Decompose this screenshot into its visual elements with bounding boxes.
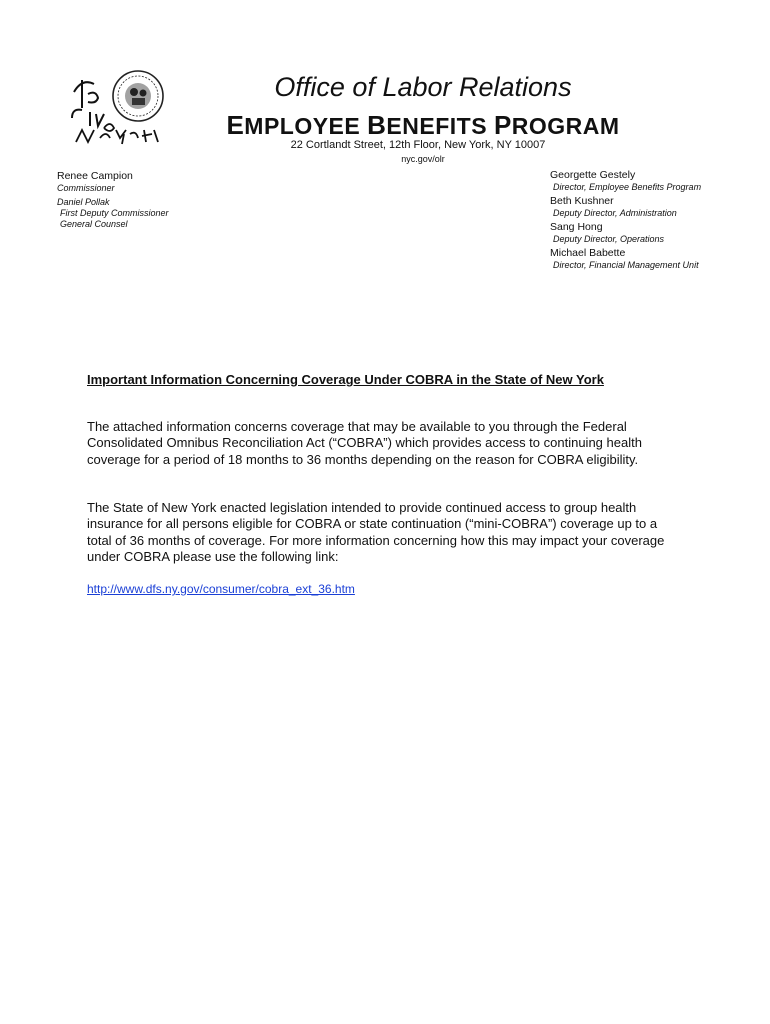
staff-role: General Counsel (60, 219, 128, 229)
cobra-extension-link[interactable]: http://www.dfs.ny.gov/consumer/cobra_ext_36.htm (87, 582, 355, 596)
program-title-rest-2: ENEFITS (386, 113, 494, 139)
program-title (0, 110, 770, 141)
staff-role: Deputy Director, Administration (553, 208, 677, 218)
staff-name: Renee Campion (57, 170, 133, 182)
staff-role: Director, Employee Benefits Program (553, 182, 702, 192)
paragraph-cobra-intro: The attached information concerns coverage that may be available to you through the Federal Consolidated Omnibus Reconciliation Act (“COBRA”) which provides access to continuing health coverage for a period of 18 months to 36 months depending on the reason for COBRA eligibility. (87, 419, 642, 467)
paragraph-mini-cobra: The State of New York enacted legislation intended to provide continued access to group health insurance for all persons eligible for COBRA or state continuation (“mini-COBRA”) coverage up to a total of 36 months of coverage. For more information concerning how this may impact your coverage under COBRA please use the following link: (87, 500, 665, 565)
program-title-initial-1: E (226, 110, 245, 140)
office-website: nyc.gov/olr (401, 154, 445, 164)
staff-role: Commissioner (57, 183, 115, 193)
document-heading: Important Information Concerning Coverage Under COBRA in the State of New York (87, 372, 604, 387)
program-title-rest-3: ROGRAM (511, 113, 620, 139)
program-title-initial-3: P (493, 110, 512, 140)
staff-name-italic: Daniel Pollak (57, 197, 110, 207)
office-title: Office of Labor Relations (274, 72, 572, 102)
staff-role: Deputy Director, Operations (553, 234, 665, 244)
staff-name: Georgette Gestely (550, 169, 636, 181)
right-staff-list (550, 169, 701, 273)
program-title-initial-2: B (367, 110, 387, 140)
program-title-rest-1: MPLOYEE (244, 113, 368, 139)
staff-name: Beth Kushner (550, 195, 614, 207)
staff-name: Sang Hong (550, 221, 603, 233)
staff-role: First Deputy Commissioner (60, 208, 169, 218)
left-staff-list (57, 170, 169, 232)
staff-name: Michael Babette (550, 247, 626, 259)
office-address: 22 Cortlandt Street, 12th Floor, New York, NY 10007 (290, 139, 546, 151)
staff-role: Director, Financial Management Unit (553, 260, 699, 270)
